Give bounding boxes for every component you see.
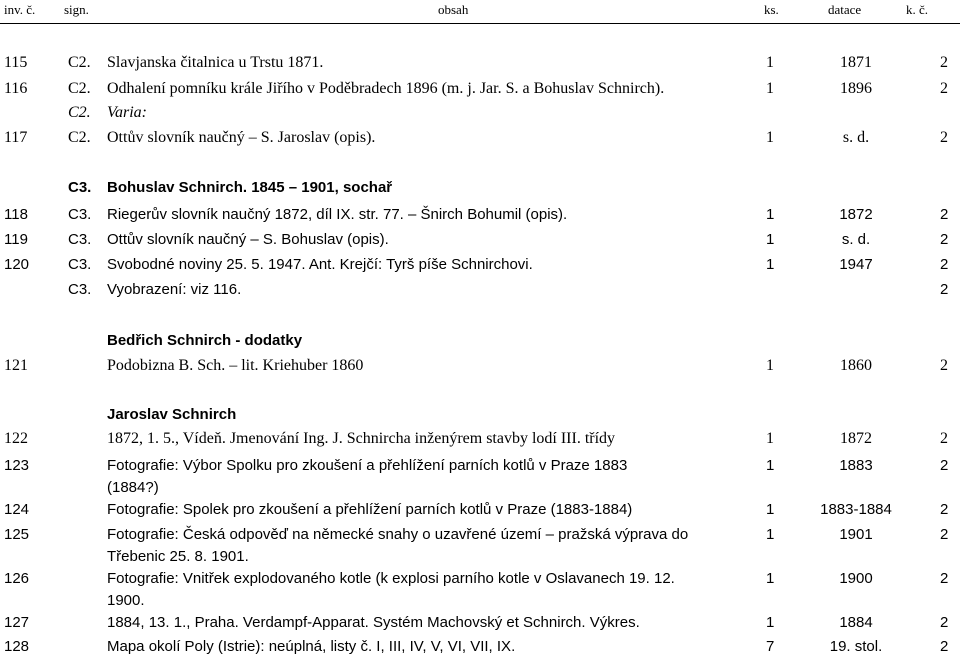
cell-inv: 125 [4, 526, 30, 543]
cell-ks: 7 [766, 638, 775, 655]
cell-ks: 1 [766, 206, 775, 223]
table-row [0, 279, 960, 301]
cell-kc: 2 [940, 281, 949, 298]
cell-inv: 127 [4, 614, 30, 631]
cell-datace: 1884 [839, 614, 873, 631]
table-row [0, 254, 960, 276]
cell-obsah: Vyobrazení: viz 116. [107, 281, 242, 298]
cell-inv: 118 [4, 206, 28, 223]
table-row [0, 524, 960, 546]
cell-kc: 2 [940, 526, 949, 543]
cell-ks: 1 [766, 80, 774, 97]
cell-kc: 2 [940, 231, 949, 248]
cell-ks: 1 [766, 570, 775, 587]
header-inv: inv. č. [4, 2, 36, 17]
cell-sign: C2. [68, 80, 91, 97]
cell-ks: 1 [766, 501, 775, 518]
section-heading [0, 177, 960, 199]
table-row [0, 78, 960, 100]
cell-obsah: Ottův slovník naučný – S. Jaroslav (opis). [107, 129, 376, 146]
cell-sign: C2. [68, 54, 91, 71]
cell-sign: C3. [68, 256, 92, 273]
cell-datace: 1947 [839, 256, 873, 273]
cell-kc: 2 [940, 614, 949, 631]
cell-datace: 1883 [839, 457, 873, 474]
cell-obsah: 1872, 1. 5., Vídeň. Jmenování Ing. J. Schnircha inženýrem stavby lodí III. třídy [107, 430, 616, 447]
cell-ks: 1 [766, 430, 774, 447]
cell-ks: 1 [766, 129, 774, 146]
cell-obsah: Odhalení pomníku krále Jiřího v Poděbradech 1896 (m. j. Jar. S. a Bohuslav Schnirch). [107, 80, 665, 97]
cell-datace: 1871 [840, 54, 872, 71]
table-row [0, 428, 960, 450]
cell-kc: 2 [940, 357, 948, 374]
cell-inv: 126 [4, 570, 30, 587]
cell-inv: 124 [4, 501, 30, 518]
cell-ks: 1 [766, 54, 774, 71]
cell-obsah: Fotografie: Spolek pro zkoušení a přehlížení parních kotlů v Praze (1883-1884) [107, 501, 633, 518]
table-row [0, 636, 960, 658]
cell-datace: 1883-1884 [820, 501, 892, 518]
cell-obsah: Ottův slovník naučný – S. Bohuslav (opis). [107, 231, 389, 248]
cell-obsah-cont: (1884?) [107, 479, 159, 496]
header-kc: k. č. [906, 2, 929, 17]
cell-ks: 1 [766, 231, 775, 248]
cell-datace: 1900 [839, 570, 873, 587]
cell-obsah: Fotografie: Výbor Spolku pro zkoušení a přehlížení parních kotlů v Praze 1883 [107, 457, 628, 474]
cell-ks: 1 [766, 357, 774, 374]
cell-sign: C3. [68, 231, 92, 248]
cell-kc: 2 [940, 80, 948, 97]
cell-inv: 120 [4, 256, 30, 273]
cell-obsah: Varia: [107, 104, 147, 121]
cell-ks: 1 [766, 256, 775, 273]
cell-ks: 1 [766, 614, 775, 631]
section-title-dodatky: Bedřich Schnirch - dodatky [107, 332, 303, 349]
cell-ks: 1 [766, 526, 775, 543]
table-row-continuation [0, 590, 960, 612]
cell-inv: 119 [4, 231, 28, 248]
cell-inv: 115 [4, 54, 28, 71]
cell-obsah: Mapa okolí Poly (Istrie): neúplná, listy č. I, III, IV, V, VI, VII, IX. [107, 638, 516, 655]
cell-inv: 117 [4, 129, 28, 146]
cell-datace: 1901 [839, 526, 873, 543]
cell-datace: 1872 [840, 430, 872, 447]
cell-datace: s. d. [841, 231, 871, 248]
cell-sign: C3. [68, 179, 92, 196]
cell-ks: 1 [766, 457, 775, 474]
cell-inv: 116 [4, 80, 28, 97]
header-obsah: obsah [438, 2, 469, 17]
cell-datace: 1896 [840, 80, 872, 97]
cell-obsah-cont: 1900. [107, 592, 145, 609]
cell-obsah: Riegerův slovník naučný 1872, díl IX. str. 77. – Šnirch Bohumil (opis). [107, 206, 568, 223]
cell-kc: 2 [940, 129, 948, 146]
header-rule [0, 23, 960, 24]
table-row-continuation [0, 546, 960, 568]
cell-sign: C3. [68, 206, 92, 223]
cell-datace: s. d. [842, 129, 870, 146]
cell-kc: 2 [940, 430, 948, 447]
cell-inv: 123 [4, 457, 30, 474]
header-ks: ks. [764, 2, 779, 17]
cell-inv: 121 [4, 357, 28, 374]
table-row [0, 499, 960, 521]
cell-sign: C2. [68, 104, 91, 121]
table-row [0, 612, 960, 634]
cell-kc: 2 [940, 54, 948, 71]
table-row [0, 102, 960, 124]
cell-inv: 128 [4, 638, 30, 655]
cell-inv: 122 [4, 430, 28, 447]
table-row [0, 127, 960, 149]
cell-kc: 2 [940, 570, 949, 587]
cell-kc: 2 [940, 256, 949, 273]
cell-kc: 2 [940, 638, 949, 655]
cell-obsah: Svobodné noviny 25. 5. 1947. Ant. Krejčí: Tyrš píše Schnirchovi. [107, 256, 533, 273]
table-row [0, 455, 960, 477]
cell-sign: C3. [68, 281, 92, 298]
cell-obsah: Fotografie: Vnitřek explodovaného kotle (k explosi parního kotle v Oslavanech 19. 12. [107, 570, 675, 587]
table-row-continuation [0, 477, 960, 499]
cell-kc: 2 [940, 457, 949, 474]
table-row [0, 355, 960, 377]
cell-datace: 1872 [839, 206, 873, 223]
cell-obsah: Bohuslav Schnirch. 1845 – 1901, sochař [107, 179, 393, 196]
cell-kc: 2 [940, 206, 949, 223]
header-sign: sign. [64, 2, 89, 17]
cell-kc: 2 [940, 501, 949, 518]
cell-obsah-cont: Třebenic 25. 8. 1901. [107, 548, 249, 565]
cell-sign: C2. [68, 129, 91, 146]
cell-obsah: Podobizna B. Sch. – lit. Kriehuber 1860 [107, 357, 364, 374]
table-row [0, 204, 960, 226]
section-title-jaroslav: Jaroslav Schnirch [107, 406, 237, 423]
header-datace: datace [828, 2, 862, 17]
table-row [0, 52, 960, 74]
cell-obsah: Fotografie: Česká odpověď na německé snahy o uzavřené území – pražská výprava do [107, 526, 689, 543]
cell-datace: 19. stol. [829, 638, 883, 655]
cell-obsah: Slavjanska čitalnica u Trstu 1871. [107, 54, 324, 71]
table-row [0, 229, 960, 251]
column-header [0, 0, 960, 20]
cell-datace: 1860 [840, 357, 872, 374]
table-row [0, 568, 960, 590]
cell-obsah: 1884, 13. 1., Praha. Verdampf-Apparat. Systém Machovský et Schnirch. Výkres. [107, 614, 640, 631]
